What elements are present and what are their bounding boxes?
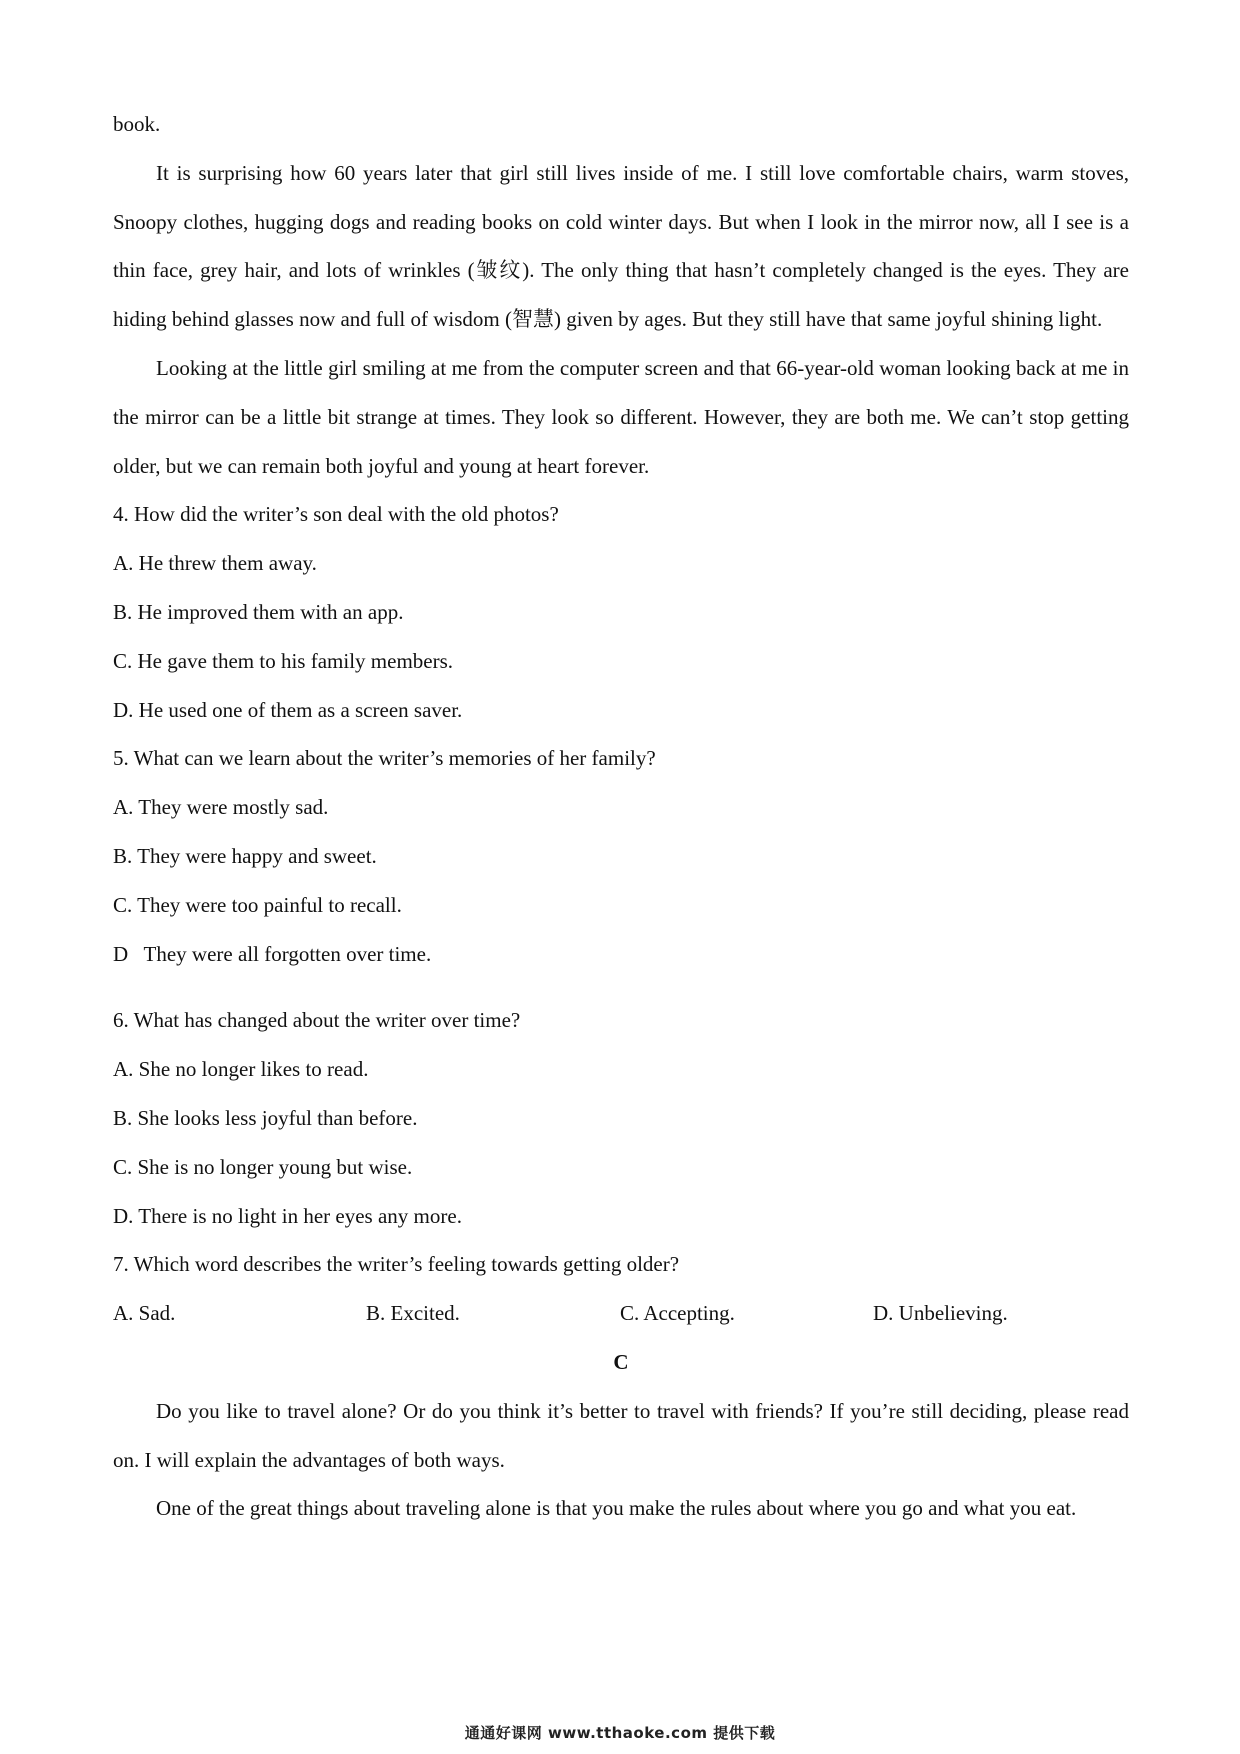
option-b: B. They were happy and sweet. (113, 843, 377, 868)
option-c: C. Accepting. (620, 1301, 735, 1326)
option-b: B. He improved them with an app. (113, 599, 404, 624)
passage-b-paragraph-1: It is surprising how 60 years later that girl still lives inside of me. I still love comfortable chairs, warm stoves, Snoopy clothes, hugging dogs and reading books on cold winter days. But when I look in the mirror now, all I see is a thin face, grey hair, and lots of wrinkles (皱纹). The only thing that hasn’t completely changed is the eyes. They are hiding behind glasses now and full of wisdom (智慧) given by ages. But they still have that same joyful shining light. (113, 160, 1129, 332)
option-c: C. She is no longer young but wise. (113, 1154, 413, 1179)
passage-b-paragraph-2: Looking at the little girl smiling at me from the computer screen and that 66-year-old woman looking back at me in the mirror can be a little bit strange at times. They look so different. However, they are both me. We can’t stop getting older, but we can remain both joyful and young at heart forever. (113, 355, 1129, 478)
passage-c-paragraph-2: One of the great things about traveling alone is that you make the rules about where you go and what you eat. (156, 1496, 1077, 1521)
question-stem: 4. How did the writer’s son deal with the old photos? (113, 502, 559, 527)
options-row (113, 1289, 1129, 1338)
option-a: A. He threw them away. (113, 551, 317, 576)
option-d: D. There is no light in her eyes any more. (113, 1203, 462, 1228)
option-a: A. She no longer likes to read. (113, 1057, 369, 1082)
question-stem: 6. What has changed about the writer over time? (113, 1008, 521, 1033)
question-stem: 5. What can we learn about the writer’s memories of her family? (113, 746, 656, 771)
question-4 (113, 490, 1129, 734)
question-6 (113, 996, 1129, 1240)
option-a: A. They were mostly sad. (113, 795, 329, 820)
question-stem: 7. Which word describes the writer’s feeling towards getting older? (113, 1252, 680, 1277)
question-7 (113, 1240, 1129, 1338)
option-d: D They were all forgotten over time. (113, 941, 432, 966)
option-c: C. He gave them to his family members. (113, 648, 454, 673)
section-heading-c: C (613, 1349, 629, 1374)
page-footer: 通通好课网 www.tthaoke.com 提供下载 (464, 1724, 776, 1742)
passage-c-paragraph-1: Do you like to travel alone? Or do you think it’s better to travel with friends? If you’re still deciding, please read on. I will explain the advantages of both ways. (113, 1398, 1129, 1472)
option-d: D. He used one of them as a screen saver. (113, 697, 463, 722)
option-b: B. Excited. (366, 1301, 460, 1326)
page-content (113, 100, 1129, 1533)
passage-b-carryover: book. (113, 112, 161, 136)
option-b: B. She looks less joyful than before. (113, 1105, 418, 1130)
option-c: C. They were too painful to recall. (113, 892, 402, 917)
question-5 (113, 734, 1129, 978)
option-d: D. Unbelieving. (873, 1301, 1008, 1326)
option-a: A. Sad. (113, 1301, 176, 1326)
